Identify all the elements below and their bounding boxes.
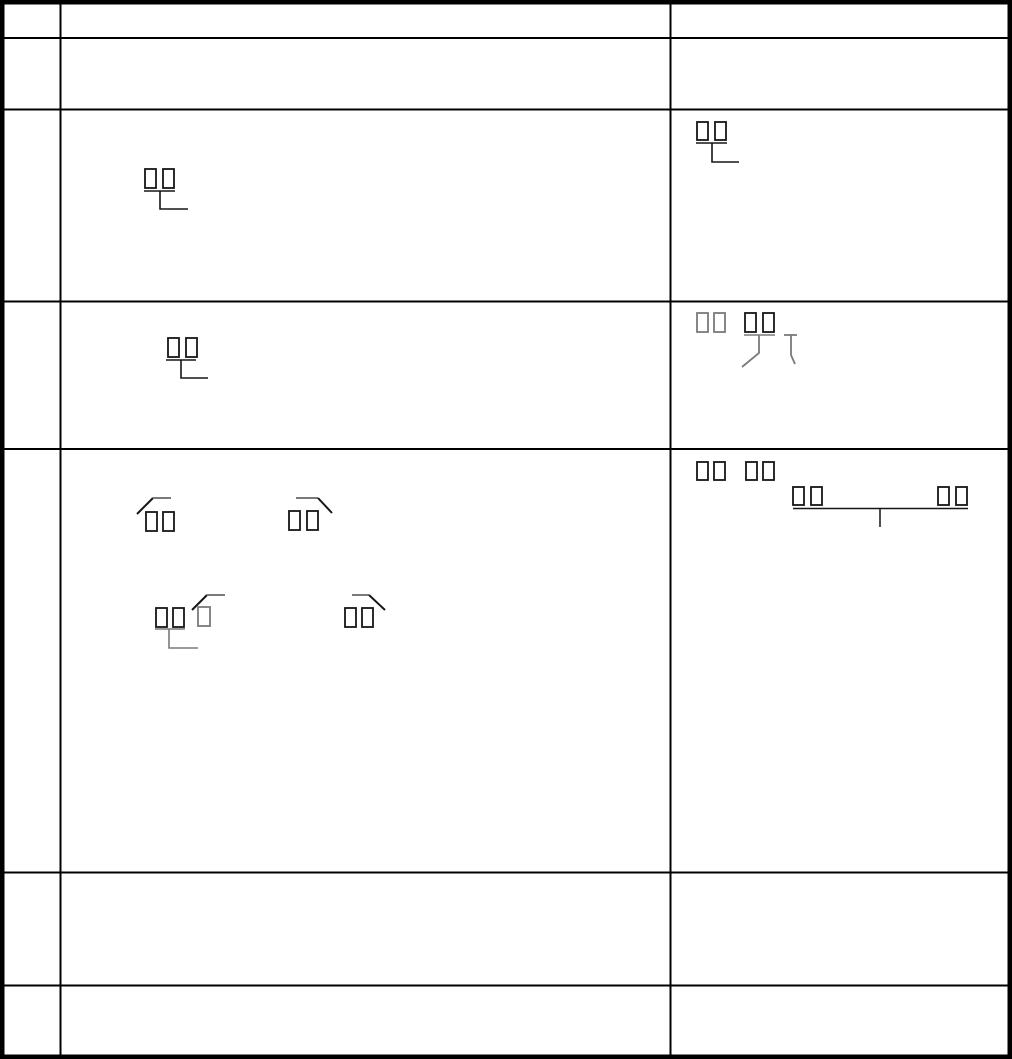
row5-main-word-falling-tone-2 xyxy=(345,595,385,627)
missing-glyph-box xyxy=(146,512,157,531)
missing-glyph-box xyxy=(938,487,949,505)
missing-glyph-box xyxy=(714,313,725,332)
missing-glyph-box xyxy=(793,487,804,505)
row5-main-word-rising-tone-1 xyxy=(137,498,174,531)
missing-glyph-box xyxy=(145,169,156,188)
missing-glyph-box xyxy=(746,462,757,480)
table-outer-border xyxy=(2,2,1010,1057)
missing-glyph-box xyxy=(811,487,822,505)
missing-glyph-box xyxy=(289,511,300,530)
row5-side-glyph-pairs xyxy=(697,462,774,480)
ink-stroke xyxy=(791,335,795,364)
missing-glyph-box xyxy=(763,462,774,480)
missing-glyph-box xyxy=(163,169,174,188)
missing-glyph-box xyxy=(168,338,179,357)
row4-side-stroke-marks xyxy=(742,335,797,367)
missing-glyph-box xyxy=(345,608,356,627)
missing-glyph-box xyxy=(173,608,184,627)
ink-stroke xyxy=(712,143,739,162)
missing-glyph-box xyxy=(362,608,373,627)
missing-glyph-box xyxy=(763,313,774,332)
ink-stroke xyxy=(169,629,198,648)
row5-side-scale-line xyxy=(793,487,968,527)
missing-glyph-box xyxy=(715,122,726,140)
missing-glyph-box xyxy=(697,122,708,140)
ink-stroke xyxy=(160,191,188,209)
row4-main-word-annotation xyxy=(166,338,208,378)
missing-glyph-box xyxy=(186,338,197,357)
row4-side-glyph-pairs xyxy=(697,313,775,335)
missing-glyph-box xyxy=(697,462,708,480)
table-grid xyxy=(5,5,1008,1055)
missing-glyph-box xyxy=(956,487,967,505)
ink-stroke xyxy=(181,360,208,378)
missing-glyph-box xyxy=(697,313,708,332)
missing-glyph-box xyxy=(745,313,756,332)
row5-main-word-falling-tone-1 xyxy=(289,498,332,530)
missing-glyph-box xyxy=(307,511,318,530)
row3-main-word-annotation xyxy=(144,169,188,209)
row3-side-word-annotation xyxy=(696,122,739,162)
row5-main-word-rising-tone-2 xyxy=(155,595,225,648)
missing-glyph-box xyxy=(156,608,167,627)
ink-stroke xyxy=(318,498,332,513)
missing-glyph-box xyxy=(163,512,174,531)
ink-stroke xyxy=(742,335,759,367)
missing-glyph-box xyxy=(198,607,210,626)
missing-glyph-box xyxy=(714,462,725,480)
